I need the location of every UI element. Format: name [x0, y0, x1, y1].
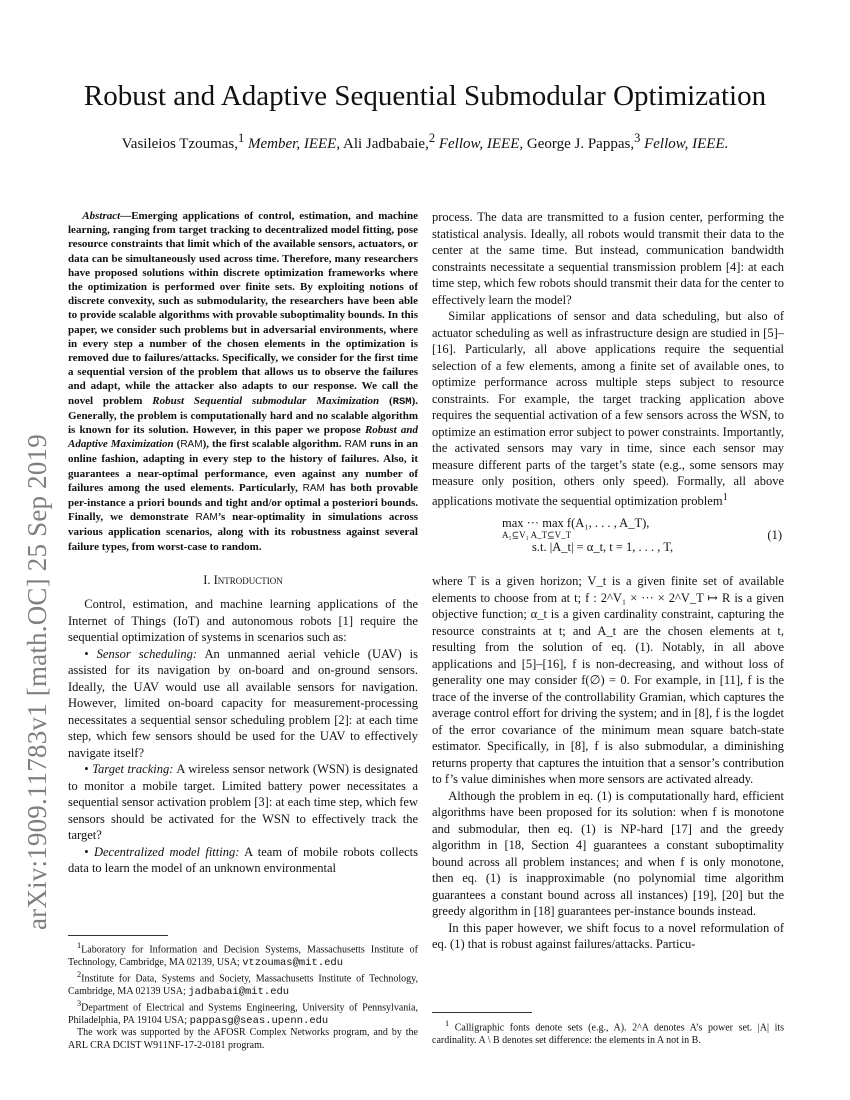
email-3-link[interactable]: pappasg@seas.upenn.edu [189, 1015, 329, 1028]
bullet-1-text: An unmanned aerial vehicle (UAV) is assisted for its navigation by on-board and on-ground sensors. Ideally, the UAV would use all available sensors for navigation. However, limited on-board capacity for measurement-processing necessitates a sequential sensor scheduling problem [2]: at each time step, which few sensors should be used for the UAV to effectively navigate itself? [68, 646, 418, 760]
author-3-role: Fellow, IEEE. [644, 136, 729, 152]
right-column [432, 209, 784, 953]
ram-abbr-2: RAM [344, 439, 367, 451]
arxiv-stamp-container [12, 265, 52, 930]
section-heading-introduction: I. Introduction [203, 572, 283, 587]
equation-1-line-1: max ··· max f(A₁, . . . , A_T), [502, 516, 650, 531]
right-paragraph-2 [432, 308, 784, 509]
bullet-1-label: Sensor scheduling: [96, 646, 198, 661]
funding-note: The work was supported by the AFOSR Complex Networks program, and by the ARL CRA DCIST W911NF-17-2-0181 program. [68, 1027, 418, 1051]
author-2-name: Ali Jadbabaie, [343, 136, 429, 152]
author-1-role: Member, IEEE, [248, 136, 341, 152]
bullet-sensor-scheduling: • Sensor scheduling: An unmanned aerial vehicle (UAV) is assisted for its navigation by on-board and on-ground sensors. Ideally, the UAV would use all available sensors for navigation. However, limited on-board capacity for measurement-processing necessitates a sequential sensor scheduling problem [2]: at each time step, which few sensors should be used for the UAV to effectively navigate itself? [68, 646, 418, 760]
right-footnote-rule [432, 1012, 532, 1013]
abstract-text-6: ’s near-optimality in simulations across various application scenarios, along with its robustness against several failure types, from worst-case to random. [68, 511, 419, 553]
rsm-name: Robust Sequential submodular Maximization [152, 394, 380, 407]
equation-1-constraint: s.t. |A_t| = α_t, t = 1, . . . , T, [532, 540, 674, 555]
author-2-affil: 2 [428, 131, 436, 145]
author-1-name: Vasileios Tzoumas, [121, 136, 239, 152]
arxiv-stamp: arXiv:1909.11783v1 [math.OC] 25 Sep 2019 [22, 434, 52, 930]
bullet-2-label: Target tracking: [92, 762, 174, 777]
ram-abbr-4: RAM [195, 512, 218, 524]
footnote-calligraphic: $^1$ Calligraphic fonts denote sets (e.g., A). 2^A denotes A’s power set. |A| its cardinality. A \ B denotes set difference: the elements in A not in B. [432, 1019, 785, 1046]
bullet-target-tracking: • Target tracking: A wireless sensor network (WSN) is designated to monitor a mobile target. Limited battery power necessitates a sequential sensor activation problem [3]: at each time step, which few sensors should be activated for the WSN to effectively track the target? [68, 762, 419, 843]
footnote-2: $^2$Institute for Data, Systems and Society, Massachusetts Institute of Technology, Cambridge, MA 02139 USA; jadbabai@mit.edu [68, 970, 418, 998]
ram-name: Robust and Adaptive Maximization [68, 424, 418, 451]
footnote-marker-1: 1 [722, 491, 728, 503]
footnote-2-text: Institute for Data, Systems and Society, Massachusetts Institute of Technology, Cambridge, MA 02139 USA; [68, 973, 418, 997]
abstract-label: Abstract [82, 210, 121, 222]
bullet-3-text: A team of mobile robots collects data to learn the model of an unknown environmental [68, 844, 419, 876]
author-2-role: Fellow, IEEE, [438, 136, 524, 152]
abstract: Abstract—Emerging applications of control, estimation, and machine learning, ranging from target tracking to decentralized model fitting, pose resource constraints that limit which of the available sensors, actuators, or data can be simultaneously used across time. Therefore, many researchers have proposed solutions within discrete optimization frameworks where the optimization is performed over finite sets. By exploiting notions of discrete convexity, such as submodularity, the researchers have been able to provide scalable algorithms with provable suboptimality bounds. In this paper, we consider such problems but in adversarial environments, where in every step a number of the chosen elements in the optimization is removed due to failures/attacks. Specifically, we consider for the first time a sequential version of the problem that allows us to observe the failures and adapt, while the attacker also adapts to our response. We call the novel problem Robust Sequential submodular Maximization (RSM). Generally, the problem is computationally hard and no scalable algorithm is known for its solution. However, in this paper we propose Robust and Adaptive Maximization (RAM), the first scalable algorithm. RAM runs in an online fashion, adapting in every step to the history of failures. Also, it guarantees a near-optimal performance, even against any number of failures among the used elements. Particularly, RAM has both provable per-instance a priori bounds and tight and/or optimal a posteriori bounds. Finally, we demonstrate RAM’s near-optimality in simulations across various application scenarios, along with its robustness against several failure types, from worst-case to random. [68, 210, 419, 553]
author-3-name: George J. Pappas, [526, 136, 635, 152]
right-paragraph-1: process. The data are transmitted to a fusion center, performing the statistical analysis. Ideally, all robots would transmit their data to the center at the same time. But instead, communication bandwidth constraints necessitate a sequential transmission problem [4]: at each time step, which few robots should transmit their data for the center to effectively learn the model? [432, 210, 784, 307]
author-list [40, 131, 810, 153]
equation-1-objective [502, 515, 649, 540]
bullet-2-text: A wireless sensor network (WSN) is designated to monitor a mobile target. Limited battery power necessitates a sequential sensor activation problem [3]: at each time step, which few sensors should be activated for the WSN to effectively track the target? [68, 762, 419, 843]
abstract-text-1: —Emerging applications of control, estimation, and machine learning, ranging from target tracking to decentralized model fitting, pose resource constraints that limit which of the available sensors, actuators, or data can be simultaneously used across time. Therefore, many researchers have proposed solutions within discrete optimization frameworks where the optimization is performed over finite sets. By exploiting notions of discrete convexity, such as submodularity, the researchers have been able to provide scalable algorithms with provable suboptimality bounds. In this paper, we consider such problems but in adversarial environments, where in every step a number of the chosen elements in the optimization is removed due to failures/attacks. Specifically, we consider for the first time a sequential version of the problem that allows us to observe the failures and adapt, while the attacker also adapts to our response. We call the novel problem [68, 210, 418, 407]
left-column [68, 209, 418, 877]
bullet-3-label: Decentralized model fitting: [93, 844, 240, 859]
abstract-text-4: runs in an online fashion, adapting in every step to the history of failures. Also, it guarantees a near-optimal performance, even against any number of failures among the used elements. Particularly, [68, 438, 419, 494]
right-paragraph-4: Although the problem in eq. (1) is computationally hard, efficient algorithms have been proposed for its solution: when f is monotone and submodular, then eq. (1) is NP-hard [17] and the greedy algorithm in [18, Section 4] guarantees a constant suboptimality bound across all problem instances; and when f is only monotone, then eq. (1) is inapproximable (no polynomial time algorithm guarantees a constant bound across all instances) [19], [20] but the greedy algorithm in [18] guarantees per-instance bounds instead. [432, 788, 784, 919]
footnote-1: $^1$Laboratory for Information and Decision Systems, Massachusetts Institute of Technology, Cambridge, MA 02139, USA; vtzoumas@mit.edu [68, 941, 418, 969]
email-1-link[interactable]: vtzoumas@mit.edu [242, 956, 344, 969]
author-1-affil: 1 [238, 131, 245, 145]
right-paragraph-2-text: Similar applications of sensor and data scheduling, but also of actuator scheduling as well as infrastructure design are studied in [5]–[16]. Particularly, all above applications require the sequential selection of a few elements, among a finite set of available ones, to optimize performance across multiple steps subject to resource constraints. For example, the target tracking application above requires the sequential activation of a few sensors across the WSN, to optimize an estimation error subject to power constraints. Importantly, the activated sensors may vary in time, since each sensor may measure different parts of the target’s state (e.g., some sensors may measure only position, others only speed). Formally, all above applications motivate the sequential optimization problem [432, 309, 784, 508]
left-footnotes [68, 935, 418, 1052]
footnote-3-text: Department of Electrical and Systems Engineering, University of Pennsylvania, Philadelphia, PA 19104 USA; [68, 1002, 418, 1027]
ram-abbr-1: RAM [180, 439, 203, 451]
bullet-model-fitting: • Decentralized model fitting: A team of mobile robots collects data to learn the model of an unknown environmental [68, 844, 419, 876]
equation-1-subscripts: A₁⊆V₁ A_T⊆V_T [502, 529, 572, 540]
right-paragraph-5: In this paper however, we shift focus to a novel reformulation of eq. (1) that is robust against failures/attacks. Particu- [432, 920, 784, 952]
author-3-affil: 3 [634, 131, 641, 145]
footnote-calligraphic-text: Calligraphic fonts denote sets (e.g., A). 2^A denotes A’s power set. |A| its cardinality. A \ B denotes set difference: the elements in A not in B. [432, 1022, 785, 1046]
email-2-link[interactable]: jadbabai@mit.edu [188, 985, 290, 998]
equation-1 [432, 515, 784, 567]
abstract-text-3: ), the first scalable algorithm. [202, 438, 342, 451]
equation-1-number: (1) [767, 528, 782, 543]
footnote-1-text: Laboratory for Information and Decision Systems, Massachusetts Institute of Technology, Cambridge, MA 02139, USA; [68, 944, 418, 968]
rsm-abbr: RSM [392, 395, 412, 408]
paper-title: Robust and Adaptive Sequential Submodular Optimization [83, 80, 767, 112]
intro-paragraph-1: Control, estimation, and machine learning applications of the Internet of Things (IoT) and autonomous robots [1] require the sequential optimization of systems in scenarios such as: [68, 597, 418, 645]
right-footnote [432, 1012, 784, 1047]
ram-abbr-3: RAM [302, 482, 325, 494]
footnote-3: $^3$Department of Electrical and Systems Engineering, University of Pennsylvania, Philadelphia, PA 19104 USA; pappasg@seas.upenn.edu [68, 999, 418, 1028]
abstract-text-2: ). Generally, the problem is computationally hard and no scalable algorithm is known for its solution. However, in this paper we propose [68, 394, 418, 437]
footnote-rule [68, 935, 168, 936]
abstract-text-5: has both provable per-instance a priori bounds and tight and/or optimal a posteriori bounds. Finally, we demonstrate [68, 481, 419, 524]
right-paragraph-3: where T is a given horizon; V_t is a given finite set of available elements to choose from at t; f : 2^V₁ × ··· × 2^V_T ↦ R is a given objective function; α_t is a given cardinality constraint, capturing the resource constraints at t; and A_t are the chosen elements at t, resulting from the solution of eq. (1). Notably, in all above applications and [5]–[16], f is non-decreasing, and without loss of generality one may consider f(∅) = 0. For example, in [11], f is the trace of the inverse of the controllability Gramian, which captures the average control effort for driving the system; and in [8], f is the logdet of the error covariance of the minimum mean square batch-state estimator. Specifically, in [8], f is also submodular, a diminishing returns property that captures the intuition that a sensor’s contribution to f’s value diminishes when more sensors are activated already. [432, 574, 784, 787]
